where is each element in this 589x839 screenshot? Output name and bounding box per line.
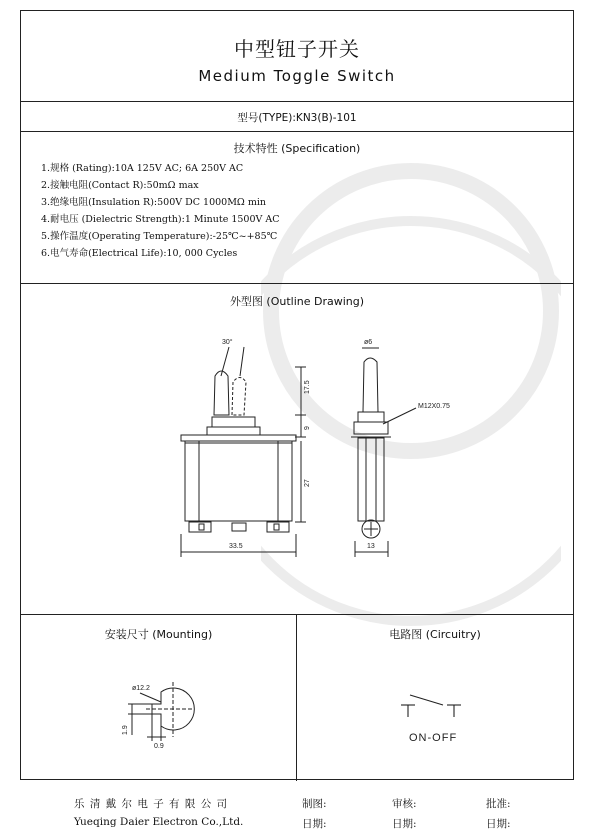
spec-item-life: 6.电气寿命(Electrical Life):10, 000 Cycles <box>41 248 238 259</box>
company-name-chinese: 乐 清 戴 尔 电 子 有 限 公 司 <box>74 798 229 810</box>
dim-side-width: 13 <box>367 543 375 550</box>
dim-lever-diameter: ø6 <box>364 339 373 346</box>
outline-section <box>21 284 573 615</box>
specification-section <box>21 132 573 284</box>
specification-heading: 技术特性 (Specification) <box>233 142 361 155</box>
outline-drawing <box>21 312 573 612</box>
dim-body-height: 27 <box>304 479 311 487</box>
title-english: Medium Toggle Switch <box>198 67 396 85</box>
bottom-section <box>21 615 573 781</box>
drawn-by-label: 制图: <box>302 798 327 810</box>
mounting-panel <box>21 615 297 781</box>
dim-key-width: 0.9 <box>154 743 164 750</box>
dim-key-height: 1.9 <box>122 725 129 735</box>
date-label-3: 日期: <box>486 818 511 830</box>
dim-lever-height: 17.5 <box>304 380 311 394</box>
title-section <box>21 11 573 102</box>
dim-thread: M12X0.75 <box>418 403 450 410</box>
spec-item-rating: 1.规格 (Rating):10A 125V AC; 6A 250V AC <box>41 163 244 174</box>
date-label-2: 日期: <box>392 818 417 830</box>
circuitry-panel <box>297 615 573 781</box>
checked-by-label: 审核: <box>392 798 417 810</box>
spec-item-dielectric: 4.耐电压 (Dielectric Strength):1 Minute 1500V AC <box>41 214 280 225</box>
date-label-1: 日期: <box>302 818 327 830</box>
footer <box>0 786 589 839</box>
datasheet-frame <box>20 10 574 780</box>
outline-heading: 外型图 (Outline Drawing) <box>229 295 365 308</box>
circuitry-heading: 电路图 (Circuitry) <box>389 628 481 641</box>
circuit-label: ON-OFF <box>409 732 458 744</box>
specification-list <box>41 160 280 262</box>
company-name-english: Yueqing Daier Electron Co.,Ltd. <box>74 816 244 828</box>
approved-by-label: 批准: <box>486 798 511 810</box>
dim-angle: 30° <box>222 339 233 346</box>
dim-mount-diameter: ø12.2 <box>132 685 150 692</box>
title-chinese: 中型钮子开关 <box>234 37 360 61</box>
mounting-drawing <box>21 645 297 775</box>
dim-bushing-height: 9 <box>304 426 311 430</box>
type-section <box>21 102 573 132</box>
spec-item-contact-r: 2.接触电阻(Contact R):50mΩ max <box>41 180 199 191</box>
spec-item-temperature: 5.操作温度(Operating Temperature):-25℃~+85℃ <box>41 231 278 242</box>
type-model: 型号(TYPE):KN3(B)-101 <box>237 112 357 124</box>
spec-item-insulation: 3.绝缘电阻(Insulation R):500V DC 1000MΩ min <box>41 197 266 208</box>
circuit-diagram <box>297 645 573 775</box>
mounting-heading: 安装尺寸 (Mounting) <box>104 628 213 641</box>
dim-front-width: 33.5 <box>229 543 243 550</box>
